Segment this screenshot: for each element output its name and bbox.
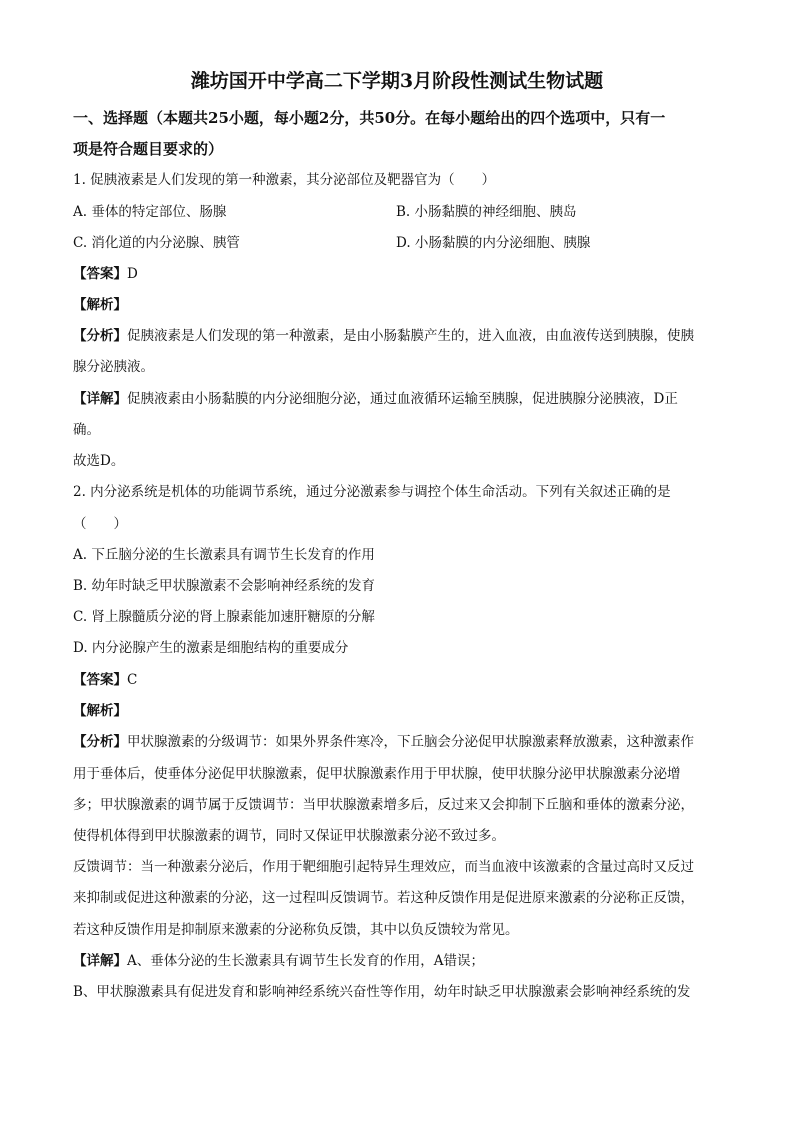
question-2-analysis-tag: 【解析】 xyxy=(73,703,127,719)
section-heading-line-2: 项是符合题目要求的） xyxy=(73,140,224,158)
section-heading-line-1: 一、选择题（本题共25小题，每小题2分，共50分。在每小题给出的四个选项中，只有一 xyxy=(73,109,666,127)
question-2-option-a: A. 下丘脑分泌的生长激素具有调节生长发育的作用 xyxy=(73,547,375,563)
question-2-fenxi-line-1 xyxy=(73,732,694,752)
fenxi-tag: 【分析】 xyxy=(73,734,127,750)
question-1-analysis-tag: 【解析】 xyxy=(73,297,127,313)
xiangjie-text: 促胰液素由小肠黏膜的内分泌细胞分泌，通过血液循环运输至胰腺，促进胰腺分泌胰液，D正 xyxy=(127,391,678,407)
answer-value: D xyxy=(127,266,138,282)
question-2-option-b: B. 幼年时缺乏甲状腺激素不会影响神经系统的发育 xyxy=(73,578,376,594)
question-2-option-d: D. 内分泌腺产生的激素是细胞结构的重要成分 xyxy=(73,640,349,656)
fenxi-tag: 【分析】 xyxy=(73,328,127,344)
question-2-xiangjie-line-b: B、甲状腺激素具有促进发育和影响神经系统兴奋性等作用，幼年时缺乏甲状腺激素会影响神经系统的发 xyxy=(73,984,691,1000)
question-1-stem: 1. 促胰液素是人们发现的第一种激素，其分泌部位及靶器官为（ ） xyxy=(73,172,496,188)
answer-tag: 【答案】 xyxy=(73,672,127,688)
question-2-option-c: C. 肾上腺髓质分泌的肾上腺素能加速肝糖原的分解 xyxy=(73,609,375,625)
question-1-xiangjie-line-2: 确。 xyxy=(73,422,100,438)
xiangjie-tag: 【详解】 xyxy=(73,391,127,407)
question-1-xiangjie-line-1 xyxy=(73,389,678,409)
question-1-answer xyxy=(73,264,138,284)
question-2-stem-line-2: （ ） xyxy=(73,516,127,532)
question-2-feedback-line-1: 反馈调节：当一种激素分泌后，作用于靶细胞引起特异生理效应，而当血液中该激素的含量过高时又反过 xyxy=(73,859,694,875)
answer-value: C xyxy=(127,672,138,688)
question-1-fenxi-line-1 xyxy=(73,326,694,346)
question-2-fenxi-line-3: 多；甲状腺激素的调节属于反馈调节：当甲状腺激素增多后，反过来又会抑制下丘脑和垂体的激素分泌， xyxy=(73,797,694,813)
question-2-answer xyxy=(73,670,137,690)
fenxi-text: 促胰液素是人们发现的第一种激素，是由小肠黏膜产生的，进入血液，由血液传送到胰腺，使胰 xyxy=(127,328,694,344)
fenxi-text: 甲状腺激素的分级调节：如果外界条件寒冷，下丘脑会分泌促甲状腺激素释放激素，这种激素作 xyxy=(127,734,694,750)
question-2-feedback-line-2: 来抑制或促进这种激素的分泌，这一过程叫反馈调节。若这种反馈作用是促进原来激素的分泌称正反馈， xyxy=(73,890,694,906)
question-1-option-a: A. 垂体的特定部位、肠腺 xyxy=(73,204,227,220)
page-title: 潍坊国开中学高二下学期3月阶段性测试生物试题 xyxy=(190,70,604,92)
question-2-fenxi-line-4: 使得机体得到甲状腺激素的调节，同时又保证甲状腺激素分泌不致过多。 xyxy=(73,828,505,844)
xiangjie-tag: 【详解】 xyxy=(73,953,127,969)
question-1-option-c: C. 消化道的内分泌腺、胰管 xyxy=(73,235,240,251)
question-2-stem-line-1: 2. 内分泌系统是机体的功能调节系统，通过分泌激素参与调控个体生命活动。下列有关叙述正确的是 xyxy=(73,484,671,500)
question-1-fenxi-line-2: 腺分泌胰液。 xyxy=(73,359,154,375)
answer-tag: 【答案】 xyxy=(73,266,127,282)
question-2-fenxi-line-2: 用于垂体后，使垂体分泌促甲状腺激素，促甲状腺激素作用于甲状腺，使甲状腺分泌甲状腺激素分泌增 xyxy=(73,766,681,782)
question-1-conclusion: 故选D。 xyxy=(73,453,125,469)
question-1-option-b: B. 小肠黏膜的神经细胞、胰岛 xyxy=(396,204,577,220)
xiangjie-text: A、垂体分泌的生长激素具有调节生长发育的作用，A错误； xyxy=(127,953,484,969)
question-1-option-d: D. 小肠黏膜的内分泌细胞、胰腺 xyxy=(396,235,591,251)
question-2-xiangjie-line-a xyxy=(73,951,484,971)
question-2-feedback-line-3: 若这种反馈作用是抑制原来激素的分泌称负反馈，其中以负反馈较为常见。 xyxy=(73,922,519,938)
